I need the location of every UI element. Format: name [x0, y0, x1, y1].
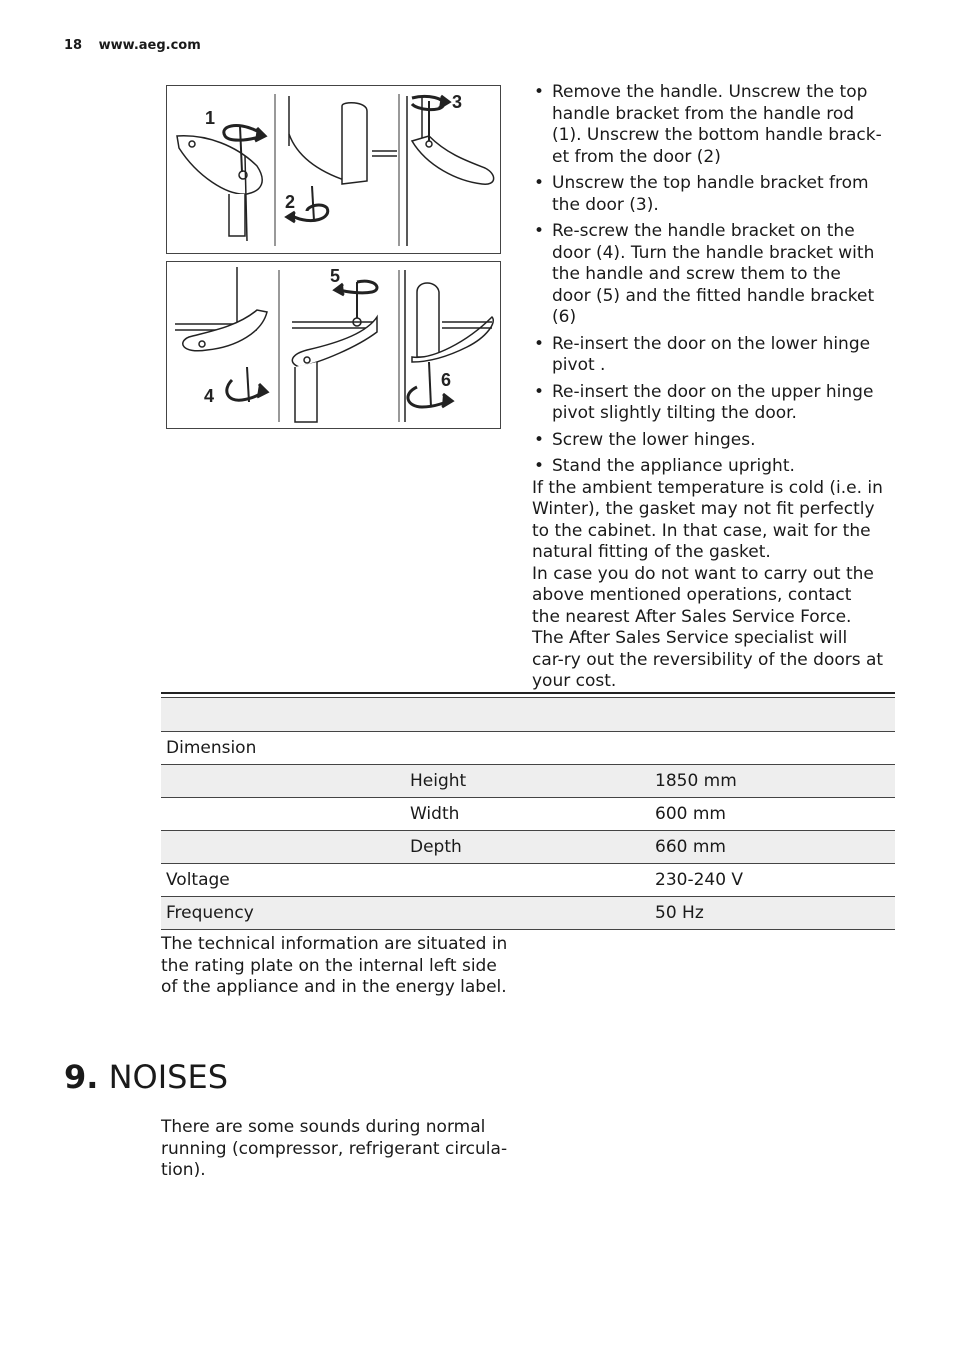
step-1-illustration: [177, 126, 262, 241]
step-3-illustration: [407, 96, 494, 246]
table-row: [161, 732, 895, 765]
service-note: In case you do not want to carry out the above mentioned operations, contact the nearest After Sales Service Force. The After Sales Service specialist will car-ry out the reversibility of the doors at your cost.: [532, 563, 884, 691]
table-cell: Height: [410, 771, 467, 791]
instruction-list: [532, 82, 884, 478]
table-cell: 1850 mm: [655, 771, 737, 791]
site-url: www.aeg.com: [98, 38, 201, 53]
rotate-arrow-4-icon: [227, 380, 267, 400]
gasket-note: If the ambient temperature is cold (i.e. in Winter), the gasket may not fit perfectly to the cabinet. In that case, wait for the natural fitting of the gasket.: [532, 477, 883, 562]
table-row: [161, 831, 895, 864]
step-4-illustration: [175, 267, 267, 402]
rotate-arrow-1-icon: [224, 126, 265, 141]
section-heading: [64, 1058, 228, 1096]
table-row: [161, 897, 895, 930]
instruction-item: • Unscrew the top handle bracket from the door (3).: [532, 173, 884, 216]
rating-plate-note: The technical information are situated in the rating plate on the internal left side of the appliance and in the energy label.: [161, 934, 508, 997]
page-header: [64, 38, 201, 53]
noises-description: There are some sounds during normal running (compressor, refrigerant circula-tion).: [161, 1117, 508, 1180]
instruction-item: • Remove the handle. Unscrew the top handle bracket from the handle rod (1). Unscrew the bottom handle brack-et from the door (2): [532, 82, 884, 168]
figure-label-3: 3: [452, 92, 463, 112]
door-reversal-instructions: [532, 82, 884, 693]
table-cell: Dimension: [166, 738, 257, 758]
step-2-illustration: [289, 96, 397, 221]
handle-refit-figure-bottom: [166, 261, 501, 429]
table-cell: 660 mm: [655, 837, 726, 857]
table-row: [161, 765, 895, 798]
instruction-item: • Re-insert the door on the upper hinge pivot slightly tilting the door.: [532, 382, 884, 425]
table-cell: Depth: [410, 837, 462, 857]
instruction-item: • Stand the appliance upright.: [532, 456, 884, 478]
table-cell: 230-240 V: [655, 870, 744, 890]
section-number: 9.: [64, 1058, 99, 1096]
table-header-band: [161, 698, 895, 732]
section-title: NOISES: [108, 1058, 228, 1096]
table-cell: Frequency: [166, 903, 254, 923]
step-5-illustration: [292, 282, 377, 422]
instruction-item: • Re-screw the handle bracket on the door (4). Turn the handle bracket with the handle and screw them to the door (5) and the fitted handle bracket (6): [532, 221, 884, 329]
handle-removal-figure-top: [166, 85, 501, 254]
table-cell: Width: [410, 804, 460, 824]
table-cell: 50 Hz: [655, 903, 704, 923]
table-cell: Voltage: [166, 870, 230, 890]
table-cell: 600 mm: [655, 804, 726, 824]
rotate-arrow-3-icon: [412, 96, 449, 110]
figure-label-2: 2: [285, 192, 296, 212]
technical-data-table: [161, 692, 895, 930]
figure-label-4: 4: [204, 386, 215, 406]
table-row: [161, 864, 895, 897]
instruction-item: • Re-insert the door on the lower hinge pivot .: [532, 334, 884, 377]
figure-label-1: 1: [205, 108, 216, 128]
table-row: [161, 798, 895, 831]
instruction-item: • Screw the lower hinges.: [532, 430, 884, 452]
figure-label-5: 5: [330, 266, 341, 286]
page-number: 18: [64, 38, 83, 53]
figure-label-6: 6: [441, 370, 452, 390]
